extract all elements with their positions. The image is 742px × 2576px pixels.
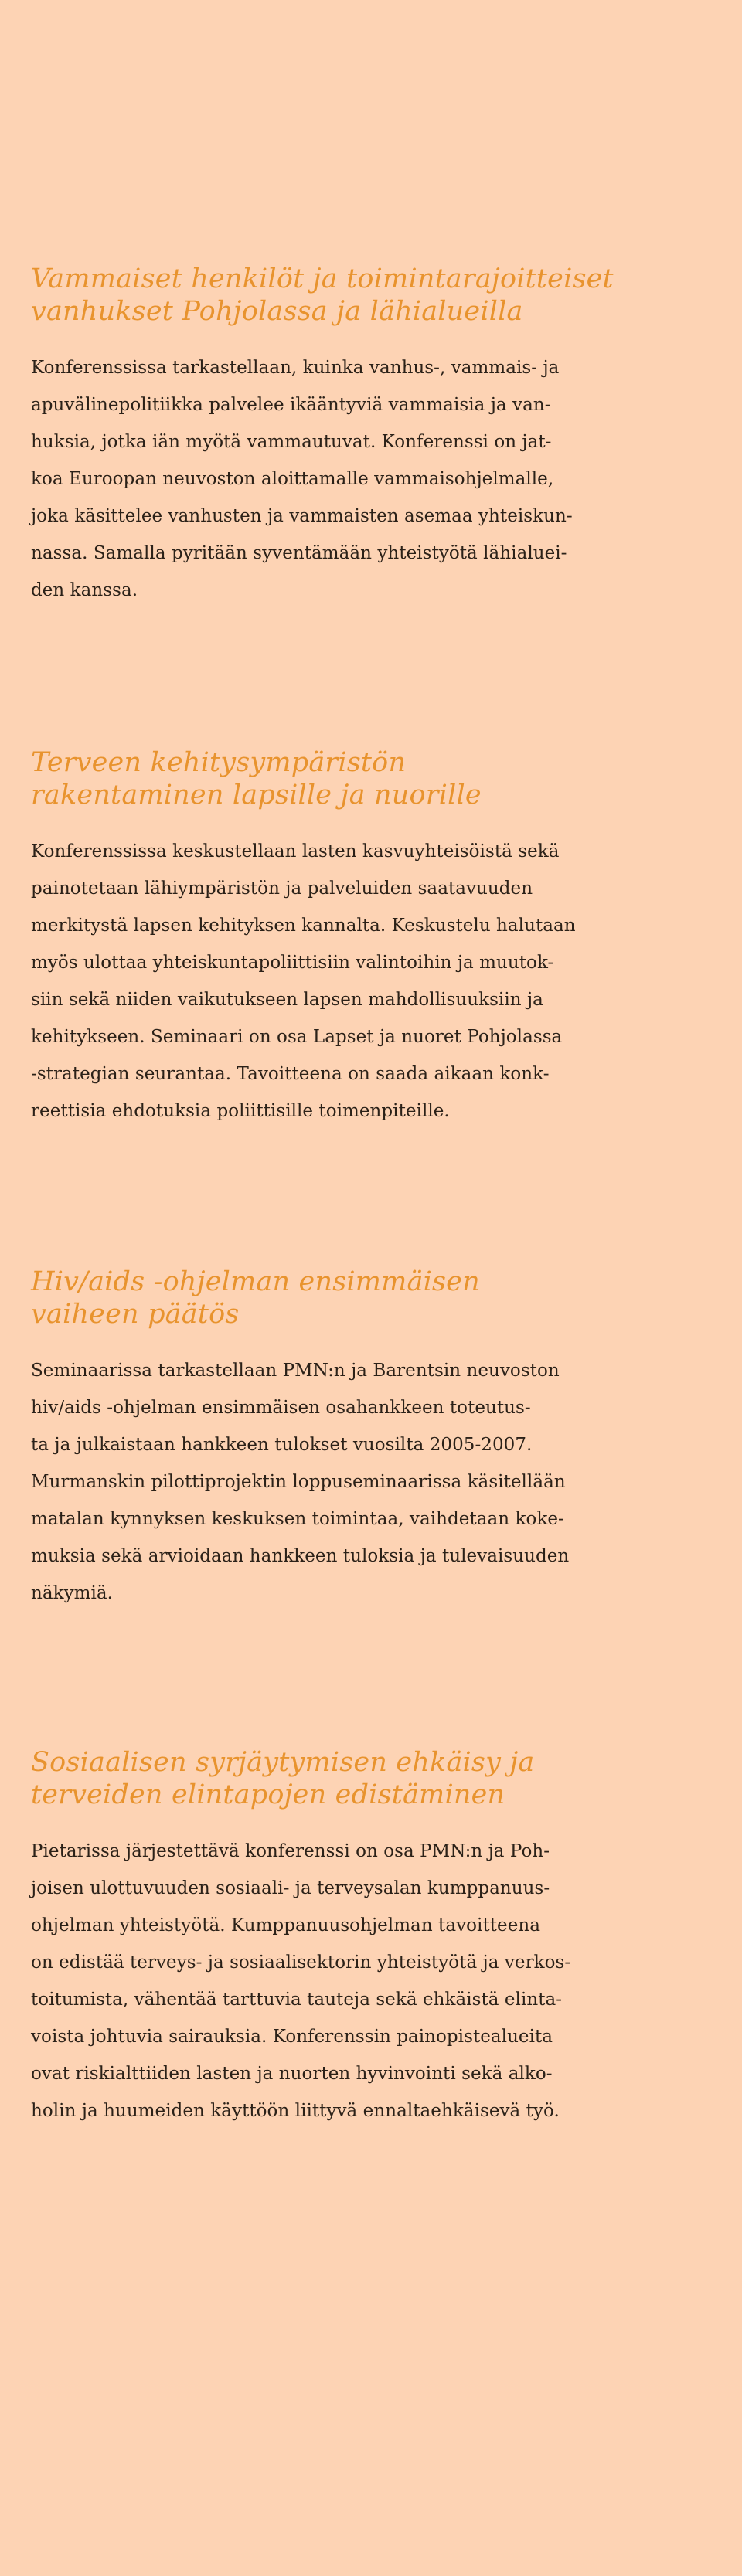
heading-line: vanhukset Pohjolassa ja lähialueilla bbox=[31, 296, 523, 327]
section-hiv-aids bbox=[31, 1266, 730, 1612]
body-line: holin ja huumeiden käyttöön liittyvä ennaltaehkäisevä työ. bbox=[31, 2101, 560, 2121]
heading-line: Terveen kehitysympäristön bbox=[31, 747, 407, 778]
body-line: Murmanskin pilottiprojektin loppuseminaarissa käsitellään bbox=[31, 1472, 566, 1492]
body-line: näkymiä. bbox=[31, 1583, 114, 1603]
section-child-development bbox=[31, 746, 730, 1130]
body-line: huksia, jotka iän myötä vammautuvat. Konferenssi on jat- bbox=[31, 432, 552, 452]
heading-line: vaiheen päätös bbox=[31, 1299, 240, 1330]
body-line: den kanssa. bbox=[31, 580, 138, 600]
body-line: on edistää terveys- ja sosiaalisektorin yhteistyötä ja verkos- bbox=[31, 1952, 571, 1973]
section-disability-elderly bbox=[31, 263, 730, 609]
body-line: ta ja julkaistaan hankkeen tulokset vuosilta 2005-2007. bbox=[31, 1435, 533, 1455]
section-heading bbox=[31, 1266, 730, 1330]
body-line: voista johtuvia sairauksia. Konferenssin painopistealueita bbox=[31, 2027, 553, 2047]
body-line: hiv/aids -ohjelman ensimmäisen osahankkeen toteutus- bbox=[31, 1398, 531, 1418]
body-line: ovat riskialttiiden lasten ja nuorten hyvinvointi sekä alko- bbox=[31, 2064, 553, 2084]
body-line: merkitystä lapsen kehityksen kannalta. Keskustelu halutaan bbox=[31, 916, 576, 936]
body-line: myös ulottaa yhteiskuntapoliittisiin valintoihin ja muutok- bbox=[31, 953, 554, 973]
section-heading bbox=[31, 746, 730, 811]
body-line: -strategian seurantaa. Tavoitteena on saada aikaan konk- bbox=[31, 1064, 550, 1084]
heading-line: Hiv/aids -ohjelman ensimmäisen bbox=[31, 1266, 480, 1297]
body-line: painotetaan lähiympäristön ja palveluiden saatavuuden bbox=[31, 878, 533, 899]
section-social-exclusion bbox=[31, 1746, 730, 2129]
section-body bbox=[31, 1833, 730, 2129]
body-line: joka käsittelee vanhusten ja vammaisten asemaa yhteiskun- bbox=[31, 506, 573, 526]
body-line: Konferenssissa keskustellaan lasten kasvuyhteisöistä sekä bbox=[31, 841, 560, 861]
body-line: Pietarissa järjestettävä konferenssi on osa PMN:n ja Poh- bbox=[31, 1841, 550, 1861]
section-body bbox=[31, 1352, 730, 1612]
heading-line: Vammaiset henkilöt ja toimintarajoitteiset bbox=[31, 263, 614, 294]
body-line: koa Euroopan neuvoston aloittamalle vammaisohjelmalle, bbox=[31, 469, 554, 489]
body-line: matalan kynnyksen keskuksen toimintaa, vaihdetaan koke- bbox=[31, 1509, 564, 1529]
body-line: nassa. Samalla pyritään syventämään yhteistyötä lähialuei- bbox=[31, 543, 567, 563]
section-body bbox=[31, 833, 730, 1130]
section-heading bbox=[31, 263, 730, 328]
heading-line: rakentaminen lapsille ja nuorille bbox=[31, 780, 482, 811]
body-line: kehitykseen. Seminaari on osa Lapset ja nuoret Pohjolassa bbox=[31, 1027, 563, 1047]
body-line: siin sekä niiden vaikutukseen lapsen mahdollisuuksiin ja bbox=[31, 990, 543, 1010]
body-line: joisen ulottuvuuden sosiaali- ja terveysalan kumppanuus- bbox=[31, 1878, 550, 1898]
body-line: toitumista, vähentää tarttuvia tauteja sekä ehkäistä elinta- bbox=[31, 1990, 563, 2010]
body-line: Seminaarissa tarkastellaan PMN:n ja Barentsin neuvoston bbox=[31, 1361, 560, 1381]
section-heading bbox=[31, 1746, 730, 1811]
body-line: reettisia ehdotuksia poliittisille toimenpiteille. bbox=[31, 1101, 450, 1121]
heading-line: terveiden elintapojen edistäminen bbox=[31, 1779, 505, 1810]
body-line: Konferenssissa tarkastellaan, kuinka vanhus-, vammais- ja bbox=[31, 358, 560, 378]
heading-line: Sosiaalisen syrjäytymisen ehkäisy ja bbox=[31, 1747, 535, 1778]
body-line: muksia sekä arvioidaan hankkeen tuloksia ja tulevaisuuden bbox=[31, 1546, 570, 1566]
body-line: apuvälinepolitiikka palvelee ikääntyviä vammaisia ja van- bbox=[31, 395, 551, 415]
body-line: ohjelman yhteistyötä. Kumppanuusohjelman tavoitteena bbox=[31, 1915, 540, 1935]
section-body bbox=[31, 349, 730, 609]
